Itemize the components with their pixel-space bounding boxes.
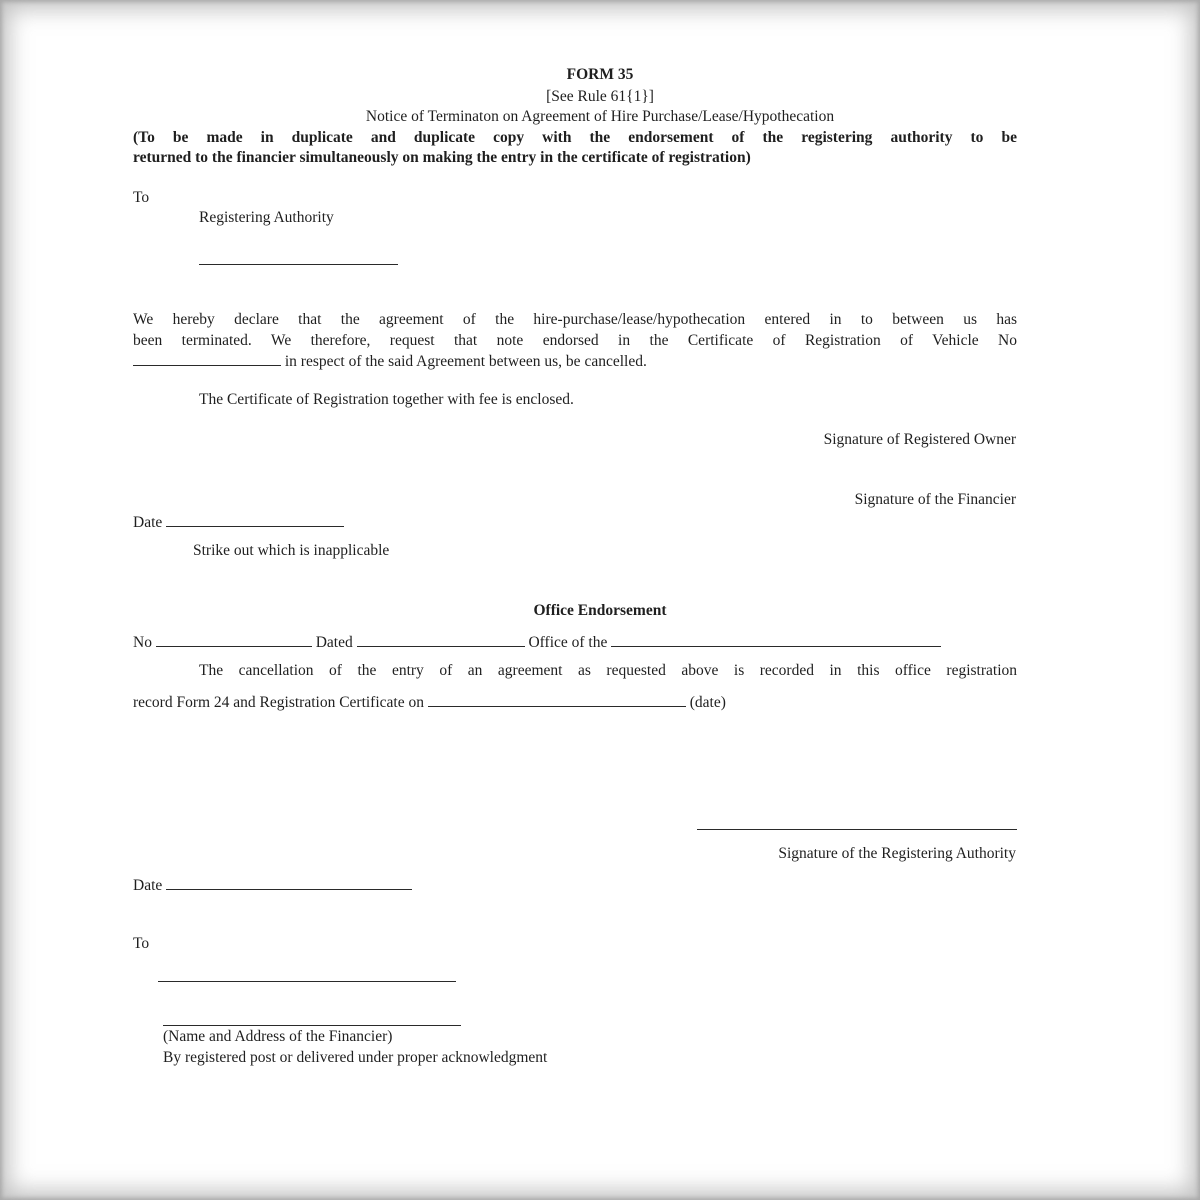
sig-registered-owner: Signature of Registered Owner	[823, 431, 1016, 448]
form-rule: [See Rule 61{1}]	[546, 88, 654, 105]
registering-authority: Registering Authority	[199, 209, 334, 226]
endorsement-text-prefix: record Form 24 and Registration Certificate on	[133, 694, 424, 711]
endorsement-date-label: Date	[133, 877, 163, 894]
form-title: FORM 35	[566, 66, 634, 83]
office-label: Office of the	[528, 634, 608, 651]
endorsement-heading: Office Endorsement	[533, 602, 667, 619]
instruction-line-1: (To be made in duplicate and duplicate copy with the endorsement of the registering authority to be	[133, 129, 1017, 146]
certificate-enclosed: The Certificate of Registration together with fee is enclosed.	[199, 391, 574, 408]
dated-blank	[357, 632, 525, 647]
authority-signature-line	[697, 829, 1017, 830]
dated-label: Dated	[315, 634, 353, 651]
endorsement-text-line-1: The cancellation of the entry of an agreement as requested above is recorded in this office registration	[199, 662, 1017, 679]
strike-out-note: Strike out which is inapplicable	[193, 542, 390, 559]
registration-date-blank	[428, 692, 686, 707]
declaration-line-1: We hereby declare that the agreement of the hire-purchase/lease/hypothecation entered in to between us has	[133, 311, 1017, 328]
office-blank	[611, 632, 941, 647]
financier-address-blank-1	[158, 981, 456, 982]
endorsement-date-blank	[166, 875, 412, 890]
financier-address-blank-2	[163, 1025, 461, 1026]
endorsement-text-line-2	[133, 692, 726, 712]
no-blank	[156, 632, 312, 647]
form-subtitle: Notice of Terminaton on Agreement of Hire Purchase/Lease/Hypothecation	[365, 108, 835, 125]
delivery-note: By registered post or delivered under proper acknowledgment	[163, 1049, 548, 1066]
instruction-line-2: returned to the financier simultaneously on making the entry in the certificate of registration)	[133, 149, 751, 166]
authority-address-blank	[199, 264, 398, 265]
endorsement-text-suffix: (date)	[689, 694, 726, 711]
declaration-line-2: been terminated. We therefore, request that note endorsed in the Certificate of Registration of Vehicle No	[133, 332, 1017, 349]
to-label: To	[133, 189, 150, 206]
endorsement-no-line	[133, 632, 941, 652]
no-label: No	[133, 634, 152, 651]
declaration-line-3-text: in respect of the said Agreement between us, be cancelled.	[284, 353, 647, 370]
date-line	[133, 512, 344, 532]
vehicle-no-blank	[133, 351, 281, 366]
sig-registering-authority: Signature of the Registering Authority	[778, 845, 1016, 862]
sig-financier: Signature of the Financier	[854, 491, 1016, 508]
date-blank	[166, 512, 344, 527]
endorsement-to-label: To	[133, 935, 150, 952]
name-address-note: (Name and Address of the Financier)	[163, 1028, 393, 1045]
date-label: Date	[133, 514, 163, 531]
declaration-line-3	[133, 351, 647, 371]
endorsement-date-line	[133, 875, 412, 895]
